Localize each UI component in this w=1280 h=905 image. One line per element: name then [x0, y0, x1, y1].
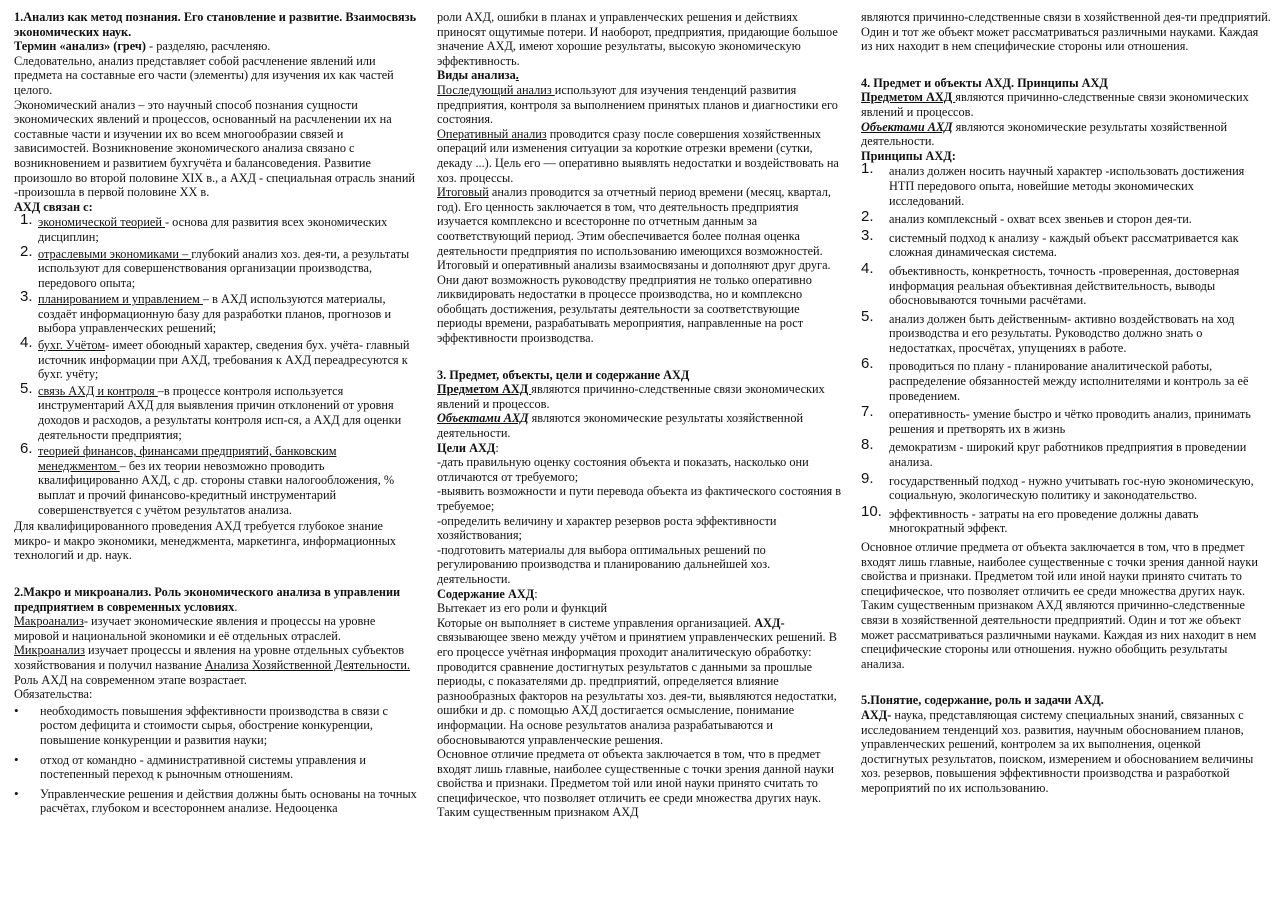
paragraph: Вытекает из его роли и функций: [437, 601, 608, 616]
list-item: 7. оперативность- умение быстро и чётко проводить анализ, принимать решения и претворять их в жизнь: [861, 403, 1251, 436]
column-3: [861, 10, 1271, 796]
section-1-title: 1.Анализ как метод познания. Его становление и развитие. Взаимосвязь экономических наук.: [14, 10, 417, 39]
goal-item: -подготовить материалы для выбора оптимальных решений по регулированию производства и планированию дальнейшей хоз. деятельности.: [437, 542, 771, 586]
micro-paragraph: Микроанализ изучает процессы и явления на уровне отдельных субъектов хозяйствования и получил название Анализа Хозяйственной Деятельности.: [14, 643, 411, 672]
paragraph: Экономический анализ – это научный способ познания сущности экономических явлений и процессов, основанный на расчленении их на составные части и изучении их во всем многообразии связей и зависимостей. Возникновение экономического анализа связано с возникновением и развитием бухгучёта и балансоведения. Развитие произошло во второй половине XIX в., а АХД - специальная отрасль знаний -произошла в первой половине XX в.: [14, 97, 415, 200]
section-3-title: 3. Предмет, объекты, цели и содержание АХД: [437, 367, 690, 382]
list-item: 4. бухг. Учётом- имеет обоюдный характер, сведения бух. учёта- главный источник информации при АХД, требования к АХД переадресуются к бухг. учёту;: [20, 334, 410, 382]
section-2-title: 2.Макро и микроанализ. Роль экономического анализа в управлении предприятием в современных условиях.: [14, 584, 401, 614]
definition-paragraph: АХД- наука, представляющая систему специальных знаний, связанных с исследованием тенденций хоз. развития, научным обоснованием планов, управленческих решений, контролем за их выполнения, оценкой достигнутых результатов, поиском, измерением и обоснованием величины хоз. резервов, повышения эффективности производства и разработкой мероприятий по их использованию.: [861, 707, 1254, 795]
paragraph: Оперативный анализ проводится сразу после совершения хозяйственных операций или изменения ситуации за короткие отрезки времени (сутки, декаду ...). Цель его — оперативно выявлять недостатки и воздействовать на хоз. процессы.: [437, 126, 839, 185]
object-paragraph: Объектами АХД являются экономические результаты хозяйственной деятельности.: [437, 411, 804, 441]
list-item: 9. государственный подход - нужно учитывать гос-ную экономическую, социальную, экологическую политику и законодательство.: [861, 469, 1254, 503]
paragraph: являются причинно-следственные связи в хозяйственной дея-ти предприятий. Один и тот же объект может рассматриваться различными науками. Каждая из них находит в нем специфические стороны или отношения.: [861, 10, 1271, 54]
bullet-icon: •: [14, 702, 19, 718]
principles-list: [861, 160, 1271, 536]
links-title: АХД связан с:: [14, 199, 93, 214]
section-4-title: 4. Предмет и объекты АХД. Принципы АХД: [861, 75, 1108, 90]
list-item: 10. эффективность - затраты на его проведение должны давать многократный эффект.: [861, 502, 1199, 536]
paragraph: Итоговый и оперативный анализы взаимосвязаны и дополняют друг друга. Они дают возможность руководству предприятия не только оперативно ликвидировать недостатки в процессе производства, но и комплексно обобщать достижения, результаты деятельности за соответствующие периоды времени, разрабатывать мероприятия, направленные на рост эффективности производства.: [437, 258, 831, 346]
paragraph: Которые он выполняет в системе управления организацией. АХД- связывающее звено между учётом и принятием управленческих решений. В его процессе учётная информация проходит аналитическую обработку: проводится сравнение достигнутых результатов с данными за прошлые периоды, с показателями др. предприятий, определяется влияние разнообразных факторов на результаты хоз. дея-ти, выявляются недостатки, ошибки и др. с помощью АХД достигается осмысление, понимание информации. На основе результатов анализа разрабатываются и обосновываются управленческие решения.: [437, 615, 837, 747]
list-item: 1. анализ должен носить научный характер -использовать достижения НТП передового опыта, новейшие методы экономических исследований.: [861, 160, 1245, 208]
section-5-title: 5.Понятие, содержание, роль и задачи АХД.: [861, 693, 1104, 708]
list-item: 4. объективность, конкретность, точность -проверенная, достоверная информация реальная объективная действительность, выводы обосновываются точными расчётами.: [861, 259, 1240, 308]
principles-title: Принципы АХД:: [861, 148, 956, 163]
list-item: 8. демократизм - широкий круг работников предприятия в проведении анализа.: [861, 436, 1247, 470]
paragraph: Следовательно, анализ представляет собой расчленение явлений или предмета на составные его части (элементы) для изучения их как частей целого.: [14, 53, 394, 97]
goal-item: -дать правильную оценку состояния объекта и показать, насколько они отличаются от требуемого;: [437, 455, 809, 484]
paragraph: Основное отличие предмета от объекта заключается в том, что в предмет входят лишь главные, наиболее существенные с точки зрения данной науки свойства и признаки. Предметом той или иной науки принято считать то специфическое, что позволяет отличить ее среди множества других наук. Таким существенным признаком АХД: [437, 747, 834, 820]
bullet-icon: •: [14, 785, 19, 801]
column-2: [437, 10, 845, 820]
list-item: 2. анализ комплексный - охват всех звеньев и сторон дея-ти.: [861, 208, 1192, 227]
list-item: 6. теорией финансов, финансами предприятий, банковским менеджментом – без их теории невозможно проводить квалифицированно АХД, с др. стороны ставки налогообложения, % выплат и прочий финансово-кредитный инструментарий совершенствуется с учётом результатов анализа.: [20, 440, 395, 517]
bullet-icon: •: [14, 751, 19, 767]
macro-paragraph: Макроанализ- изучает экономические явления и процессы на уровне мировой и национальной экономики и её отдельных отраслей.: [14, 614, 376, 643]
paragraph: Последующий анализ используют для изучения тенденций развития предприятия, контроля за выполнением принятых планов и диагностики его состояния.: [437, 82, 838, 127]
list-item: 5. анализ должен быть действенным- активно воздействовать на ход производства и его результаты. Руководство должно знать о недостатках, просчётах, упущениях в работе.: [861, 307, 1235, 355]
list-item: 5. связь АХД и контроля –в процессе контроля используется инструментарий АХД для выявления причин отклонений от уровня доходов и расходов, а результаты контроля исп-ся, а АХД для оценки деятельности предприятия;: [20, 379, 402, 442]
paragraph: Итоговый анализ проводится за отчетный период времени (месяц, квартал, год). Его ценность заключается в том, что деятельность предприятия изучается комплексно и всесторонне по отчетным данным за соответствующий период. Этим обеспечивается более полная оценка деятельности предприятия по использованию имеющихся возможностей.: [437, 185, 831, 258]
paragraph: роли АХД, ошибки в планах и управленческих решения и действиях приносят ощутимые потери. И наоборот, предприятия, придающие большое значение АХД, имеют хорошие результаты, высокую экономическую эффективность.: [437, 10, 838, 68]
list-item: 2. отраслевыми экономиками – глубокий анализ хоз. дея-ти, а результаты используют для совершенствования организации производства, передового опыта;: [20, 242, 410, 290]
list-item: 1. экономической теорией - основа для развития всех экономических дисциплин;: [20, 211, 388, 244]
column-1: [14, 10, 418, 821]
paragraph: Основное отличие предмета от объекта заключается в том, что в предмет входят лишь главные, наиболее существенные с точки зрения данной науки свойства и признаки. Предметом той или иной науки принято считать то специфическое, что позволяет отличить ее среди множества других наук. Таким существенным признаком АХД являются причинно-следственные связи в хозяйственной деятельности предприятий. Один и тот же объект может рассматриваться различными науками. Каждая из них находит в нем специфические стороны или отношения. нужно обобщить результаты анализа.: [861, 540, 1258, 671]
links-list: [14, 211, 418, 517]
list-item: 6. проводиться по плану - планирование аналитической работы, распределение обязанностей между исполнителями и контроль за её проведением.: [861, 355, 1249, 403]
list-item: 3. системный подход к анализу - каждый объект рассматривается как сложная динамическая система.: [861, 226, 1239, 260]
subject-paragraph: Предметом АХД являются причинно-следственные связи экономических явлений и процессов.: [861, 90, 1249, 119]
subject-paragraph: Предметом АХД являются причинно-следственные связи экономических явлений и процессов.: [437, 382, 825, 411]
list-item: • Управленческие решения и действия должны быть основаны на точных расчётах, глубоком и всестороннем анализе. Недооценка: [14, 785, 417, 816]
list-item: • отход от командно - административной системы управления и постепенный переход к рыночным отношениям.: [14, 751, 366, 782]
content-title: Содержание АХД:: [437, 586, 538, 601]
goal-item: -определить величину и характер резервов роста эффективности хозяйствования;: [437, 513, 777, 543]
list-item: • необходимость повышения эффективности производства в связи с ростом дефицита и стоимости сырья, обострение конкуренции, повышение конкуренции и развития науки;: [14, 702, 388, 747]
types-title: Виды анализа.: [437, 68, 519, 83]
goal-item: -выявить возможности и пути перевода объекта из фактического состояния в требуемое;: [437, 484, 842, 513]
object-paragraph: Объектами АХД являются экономические результаты хозяйственной деятельности.: [861, 119, 1228, 149]
paragraph: Для квалифицированного проведения АХД требуется глубокое знание микро- и макро экономики, менеджмента, маркетинга, информационных технологий и др. наук.: [14, 519, 397, 563]
obligations-list: [14, 704, 418, 816]
list-item: 3. планированием и управлением – в АХД используются материалы, создаёт информационную базу для разработки планов, прогнозов и выбора управленческих решений;: [20, 288, 392, 336]
term-definition: Термин «анализ» (греч) - разделяю, расчленяю.: [14, 39, 271, 54]
goals-title: Цели АХД:: [437, 440, 499, 455]
paragraph: Обязательства:: [14, 687, 93, 702]
paragraph: Роль АХД на современном этапе возрастает.: [14, 672, 247, 687]
